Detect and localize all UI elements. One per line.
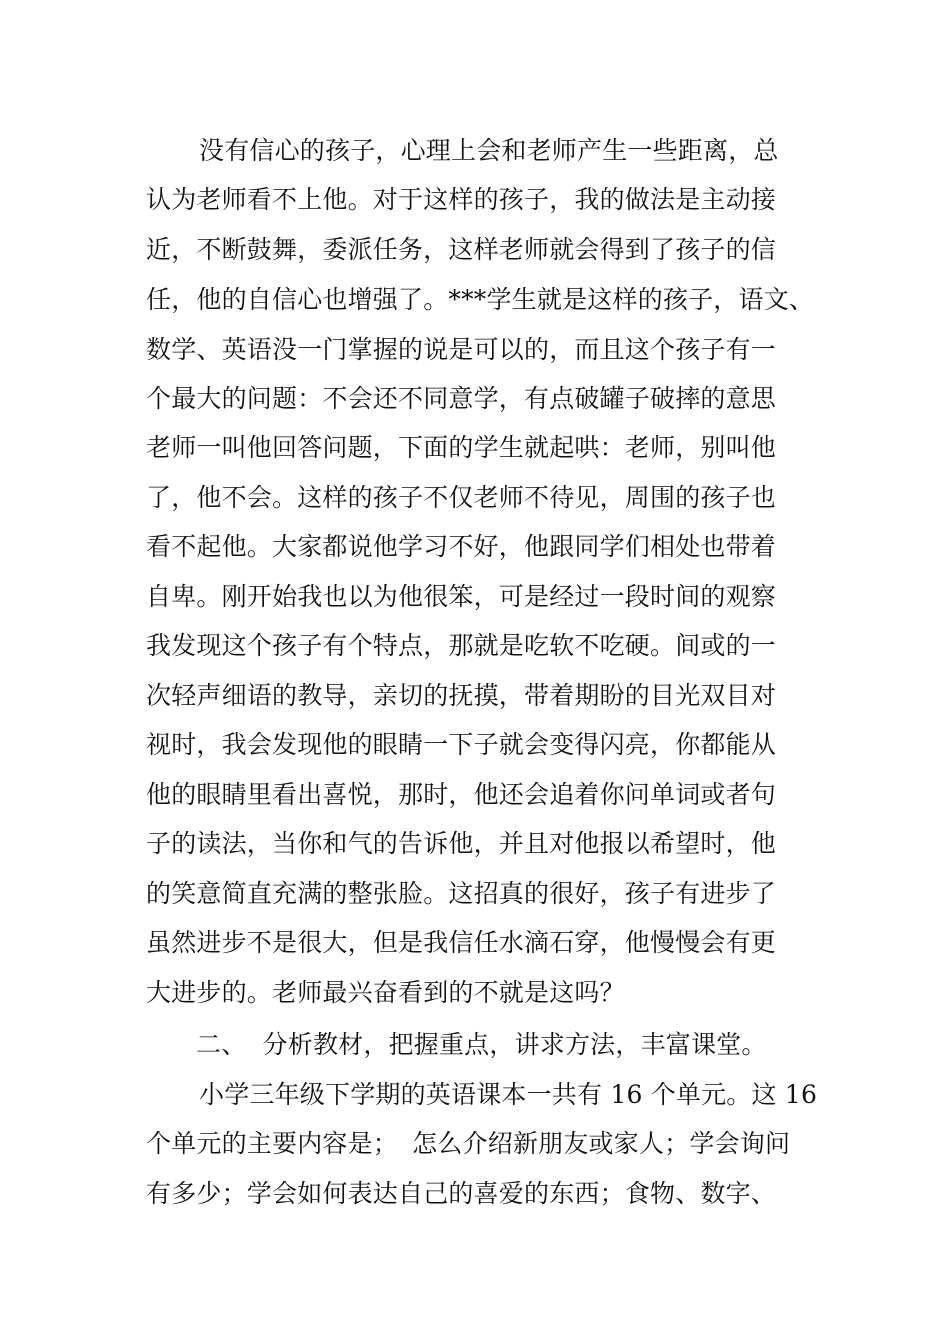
text-line: 虽然进步不是很大，但是我信任水滴石穿，他慢慢会有更 [146, 928, 777, 957]
text-line: 看不起他。大家都说他学习不好，他跟同学们相处也带着 [146, 532, 777, 561]
text-line: 近，不断鼓舞，委派任务，这样老师就会得到了孩子的信 [146, 235, 777, 264]
text-line: 他的眼睛里看出喜悦，那时，他还会追着你问单词或者句 [146, 780, 777, 809]
text-line: 有多少；学会如何表达自己的喜爱的东西；食物、数字、 [146, 1179, 777, 1208]
text-line: 个单元的主要内容是； 怎么介绍新朋友或家人；学会询问 [146, 1129, 791, 1158]
section-heading: 二、 分析教材，把握重点，讲求方法，丰富课堂。 [196, 1030, 767, 1059]
text-line: 个最大的问题：不会还不同意学，有点破罐子破摔的意思 [146, 384, 777, 413]
text-line: 我发现这个孩子有个特点，那就是吃软不吃硬。间或的一 [146, 631, 777, 660]
text-line: 子的读法，当你和气的告诉他，并且对他报以希望时，他 [146, 829, 777, 858]
text-line: 认为老师看不上他。对于这样的孩子，我的做法是主动接 [146, 185, 777, 214]
text-line: 没有信心的孩子，心理上会和老师产生一些距离，总 [199, 136, 779, 165]
text-line: 视时，我会发现他的眼睛一下子就会变得闪亮，你都能从 [146, 730, 777, 759]
text-line: 小学三年级下学期的英语课本一共有 16 个单元。这 16 [199, 1080, 818, 1109]
text-line: 任，他的自信心也增强了。***学生就是这样的孩子，语文、 [146, 285, 815, 314]
text-line: 的笑意简直充满的整张脸。这招真的很好，孩子有进步了 [146, 879, 777, 908]
text-line: 大进步的。老师最兴奋看到的不就是这吗？ [146, 978, 625, 1007]
text-line: 自卑。刚开始我也以为他很笨，可是经过一段时间的观察 [146, 582, 777, 611]
text-line: 数学、英语没一门掌握的说是可以的，而且这个孩子有一 [146, 335, 777, 364]
text-line: 老师一叫他回答问题，下面的学生就起哄：老师，别叫他 [146, 433, 777, 462]
text-line: 次轻声细语的教导，亲切的抚摸，带着期盼的目光双目对 [146, 681, 777, 710]
text-line: 了，他不会。这样的孩子不仅老师不待见，周围的孩子也 [146, 483, 777, 512]
